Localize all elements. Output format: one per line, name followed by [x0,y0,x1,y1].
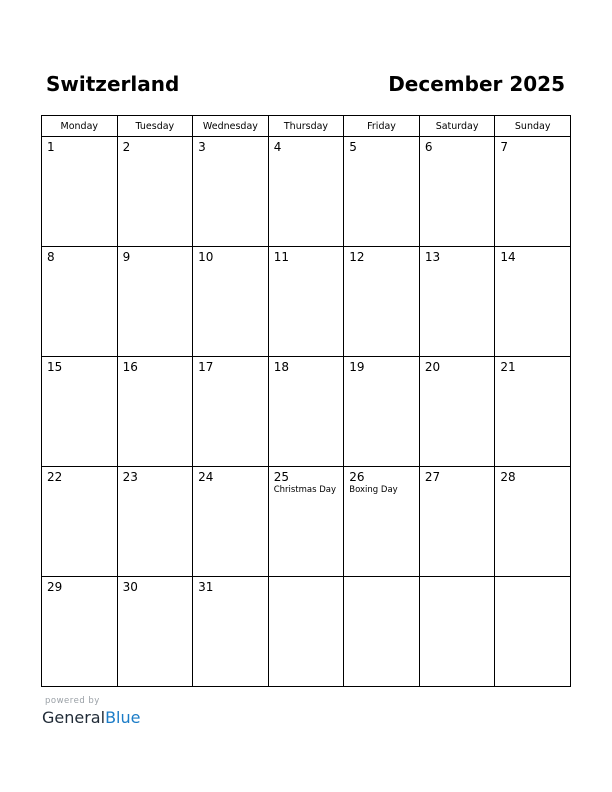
day-cell-empty [268,577,344,687]
day-number: 1 [47,140,55,154]
weekday-thursday: Thursday [268,116,344,137]
day-number: 17 [198,360,214,374]
day-cell [419,137,495,247]
powered-by-text: powered by [45,696,100,706]
day-number: 16 [122,360,138,374]
weekday-sunday: Sunday [495,116,571,137]
day-cell [42,247,118,357]
day-cell [42,357,118,467]
logo-text-general: General [42,708,106,727]
day-cell [193,357,269,467]
day-number: 21 [500,360,516,374]
day-cell-christmas [268,467,344,577]
day-number: 18 [273,360,289,374]
day-cell [344,247,420,357]
day-number: 22 [47,470,63,484]
day-cell [117,467,193,577]
day-cell [268,137,344,247]
weekday-wednesday: Wednesday [193,116,269,137]
day-number: 9 [122,250,131,264]
day-cell [193,137,269,247]
day-number: 28 [500,470,516,484]
month-title: December 2025 [388,72,565,96]
day-cell-empty [495,577,571,687]
day-number: 14 [500,250,516,264]
holiday-label: Christmas Day [273,485,337,495]
day-cell [42,137,118,247]
day-cell [117,137,193,247]
week-row [42,357,571,467]
day-number: 5 [349,140,357,154]
day-number: 20 [424,360,441,374]
brand-footer [42,696,140,728]
day-number [495,577,570,580]
day-number: 6 [424,140,433,154]
calendar-grid [41,115,571,687]
day-cell [495,467,571,577]
generalblue-logo [42,708,140,728]
day-cell [344,137,420,247]
day-cell [42,467,118,577]
logo-text-blue: Blue [105,708,141,727]
day-cell-empty [344,577,420,687]
day-number: 10 [198,250,214,264]
day-cell-boxing-day [344,467,420,577]
day-number: 3 [198,140,206,154]
day-cell [495,247,571,357]
day-cell [117,577,193,687]
day-cell [495,357,571,467]
day-number: 7 [500,140,509,154]
day-number: 19 [349,360,365,374]
day-cell [419,357,495,467]
day-cell-empty [419,577,495,687]
weekday-saturday: Saturday [419,116,495,137]
day-number: 31 [198,580,214,594]
day-number: 27 [424,470,441,484]
holiday-label: Boxing Day [349,485,398,495]
day-cell [268,357,344,467]
day-cell [419,247,495,357]
day-number [420,577,495,580]
day-cell [193,467,269,577]
day-number: 23 [122,470,138,484]
day-number: 24 [198,470,214,484]
day-number: 11 [273,250,289,264]
day-cell [344,357,420,467]
week-row [42,137,571,247]
day-cell [193,247,269,357]
weekday-header-row [42,116,571,137]
day-cell [193,577,269,687]
day-number [344,577,419,580]
day-number [269,577,344,580]
day-cell [42,577,118,687]
day-number: 8 [47,250,55,264]
day-number: 4 [273,140,282,154]
day-number: 15 [47,360,63,374]
day-number: 30 [122,580,138,594]
day-number: 25 [273,470,289,484]
country-title: Switzerland [46,72,180,96]
day-cell [495,137,571,247]
day-number: 13 [424,250,441,264]
day-cell [117,357,193,467]
day-number: 29 [47,580,63,594]
weekday-friday: Friday [344,116,420,137]
day-cell [268,247,344,357]
week-row [42,467,571,577]
week-row [42,247,571,357]
day-number: 2 [122,140,131,154]
day-cell [419,467,495,577]
day-number: 26 [349,470,365,484]
weekday-tuesday: Tuesday [117,116,193,137]
day-number: 12 [349,250,365,264]
week-row [42,577,571,687]
weekday-monday: Monday [42,116,118,137]
day-cell [117,247,193,357]
